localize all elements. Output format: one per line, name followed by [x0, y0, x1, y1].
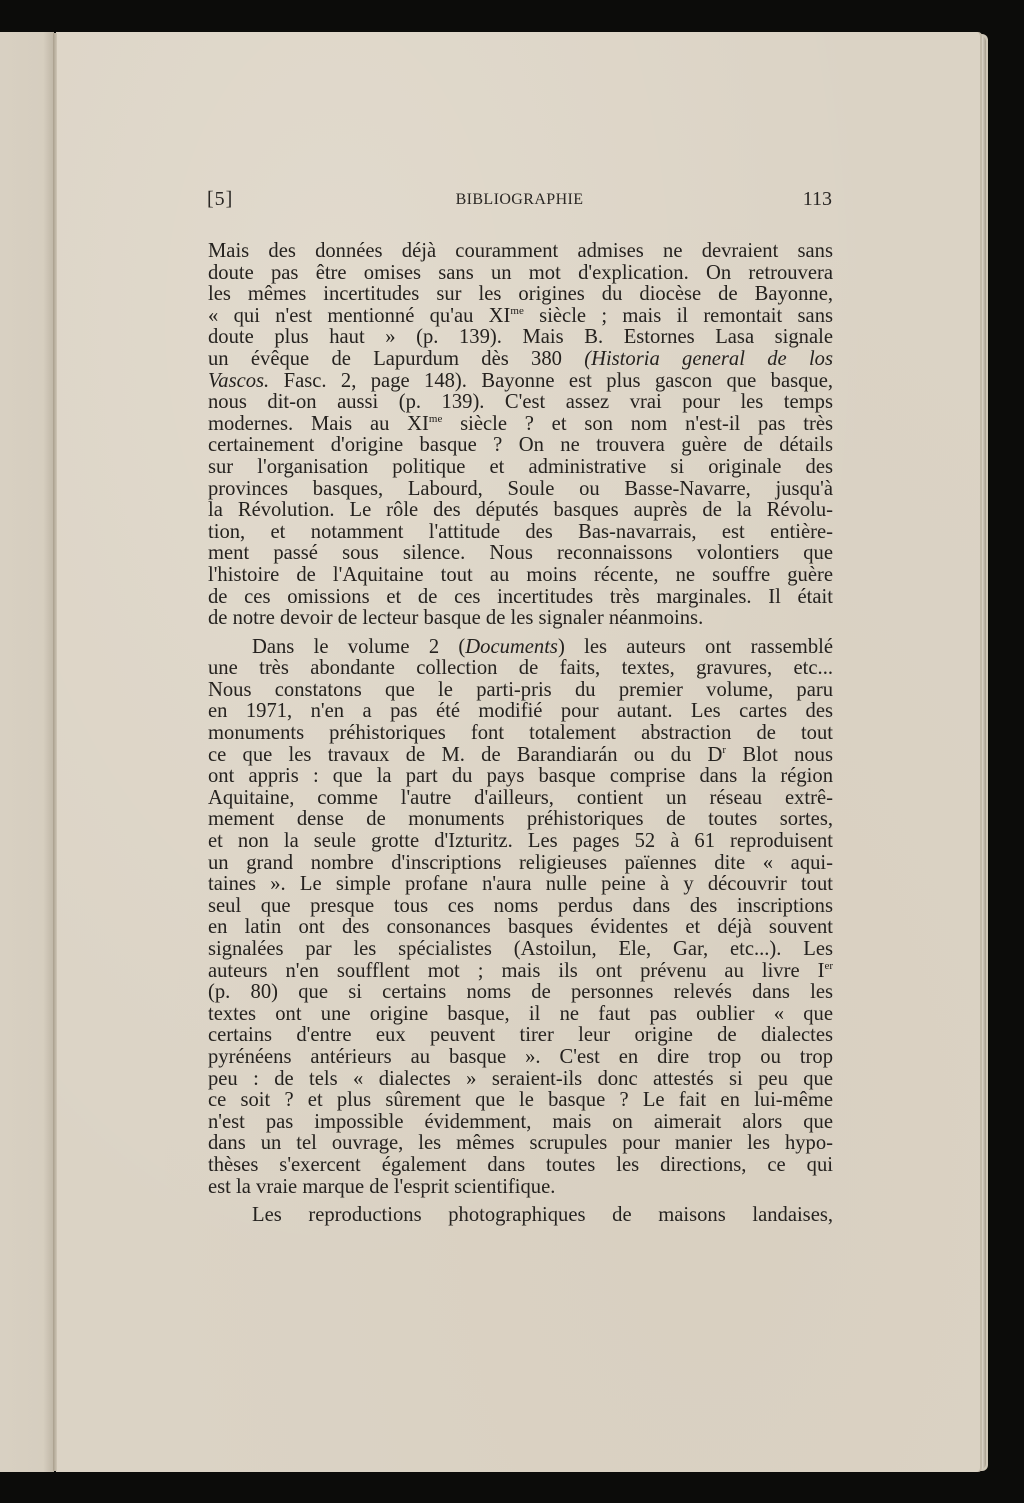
text-line: l'histoire de l'Aquitaine tout au moins récente, ne souffre guère	[208, 563, 833, 586]
text-line: thèses s'exercent également dans toutes les directions, ce qui	[208, 1153, 833, 1176]
text-line: (p. 80) que si certains noms de personnes relevés dans les	[208, 981, 833, 1004]
paragraph	[208, 637, 833, 1198]
text-line: de ces omissions et de ces incertitudes très marginales. Il était	[208, 585, 833, 608]
text-line: tion, et notamment l'attitude des Bas-navarrais, est entière-	[208, 520, 833, 543]
text-line: et non la seule grotte d'Izturitz. Les pages 52 à 61 reproduisent	[208, 830, 833, 853]
superscript: er	[824, 959, 833, 972]
text-line: seul que presque tous ces noms perdus dans des inscriptions	[208, 894, 833, 917]
italic-title: Documents	[465, 635, 558, 658]
text-line: certainement d'origine basque ? On ne trouvera guère de détails	[208, 434, 833, 457]
text-line: ont appris : que la part du pays basque comprise dans la région	[208, 765, 833, 788]
text-line: Vascos. Fasc. 2, page 148). Bayonne est plus gascon que basque,	[208, 369, 833, 392]
superscript: me	[510, 304, 524, 317]
section-number: [5]	[207, 188, 234, 210]
text-line: peu : de tels « dialectes » seraient-ils donc attestés si peu que	[208, 1067, 833, 1090]
text-line: taines ». Le simple profane n'aura nulle peine à y découvrir tout	[208, 873, 833, 896]
text-line: ment passé sous silence. Nous reconnaissons volontiers que	[208, 542, 833, 565]
text-line: signalées par les spécialistes (Astoilun, Ele, Gar, etc...). Les	[208, 938, 833, 960]
book-gutter	[53, 33, 57, 1471]
text-line: Les reproductions photographiques de maisons landaises,	[252, 1204, 833, 1227]
superscript: r	[722, 743, 727, 756]
text-line: Nous constatons que le parti-pris du premier volume, paru	[208, 678, 833, 701]
text-line: en 1971, n'en a pas été modifié pour autant. Les cartes des	[208, 700, 833, 723]
text-line: ce que les travaux de M. de Barandiarán ou du $D^r$ Blot nous	[208, 743, 833, 766]
text-line: est la vraie marque de l'esprit scientifique.	[208, 1175, 556, 1198]
text-line: ce soit ? et plus sûrement que le basque ? Le fait en lui-même	[208, 1089, 833, 1112]
page-number: 113	[802, 188, 832, 210]
running-head	[207, 188, 832, 218]
text-line: dans un tel ouvrage, les mêmes scrupules pour manier les hypo-	[208, 1132, 833, 1155]
text-line: doute pas être omises sans un mot d'explication. On retrouvera	[208, 261, 833, 284]
text-line: modernes. Mais au $XI^{me}$ siècle ? et son nom n'est-il pas très	[208, 412, 833, 435]
text-line: monuments préhistoriques font totalement abstraction de tout	[208, 722, 833, 745]
text-line: « qui n'est mentionné qu'au $XI^{me}$ siècle ; mais il remontait sans	[208, 304, 834, 327]
text-line: textes ont une origine basque, il ne faut pas oublier « que	[208, 1002, 833, 1025]
running-title: BIBLIOGRAPHIE	[455, 191, 584, 208]
text-line: un grand nombre d'inscriptions religieuses païennes dite « aqui-	[208, 851, 833, 874]
text-line: la Révolution. Le rôle des députés basques auprès de la Révolu-	[208, 499, 833, 522]
text-line: auteurs n'en soufflent mot ; mais ils ont prévenu au livre Ier	[208, 959, 833, 982]
text-line: mement dense de monuments préhistoriques de toutes sortes,	[208, 808, 833, 831]
italic-title: Vascos.	[208, 369, 270, 392]
text-line: provinces basques, Labourd, Soule ou Basse-Navarre, jusqu'à	[208, 477, 833, 500]
text-line: certains d'entre eux peuvent tirer leur origine de dialectes	[208, 1024, 833, 1047]
text-line: pyrénéens antérieurs au basque ». C'est en dire trop ou trop	[208, 1045, 833, 1068]
text-line: nous dit-on aussi (p. 139). C'est assez vrai pour les temps	[208, 391, 833, 414]
text-line: Mais des données déjà couramment admises ne devraient sans	[208, 240, 833, 262]
superscript: me	[428, 412, 443, 425]
text-line: n'est pas impossible évidemment, mais on aimerait alors que	[208, 1110, 833, 1133]
text-line: sur l'organisation politique et administrative si originale des	[208, 455, 833, 478]
text-line: en latin ont des consonances basques évidentes et déjà souvent	[208, 916, 833, 939]
italic-title: (Historia general de los	[584, 347, 833, 370]
text-line: les mêmes incertitudes sur les origines du diocèse de Bayonne,	[208, 283, 833, 306]
paragraph	[208, 241, 833, 630]
facing-page-edge	[0, 32, 54, 1472]
paragraph	[208, 1205, 833, 1227]
text-line: un évêque de Lapurdum dès 380 (Historia general de los	[208, 347, 833, 370]
text-line: de notre devoir de lecteur basque de les signaler néanmoins.	[208, 607, 704, 630]
text-line: une très abondante collection de faits, textes, gravures, etc...	[208, 657, 833, 680]
text-line: Aquitaine, comme l'autre d'ailleurs, contient un réseau extrê-	[208, 786, 833, 809]
body-text	[208, 241, 833, 1234]
text-line: Dans le volume 2 (Documents) les auteurs ont rassemblé	[252, 635, 833, 658]
text-line: doute plus haut » (p. 139). Mais B. Estornes Lasa signale	[208, 326, 833, 349]
